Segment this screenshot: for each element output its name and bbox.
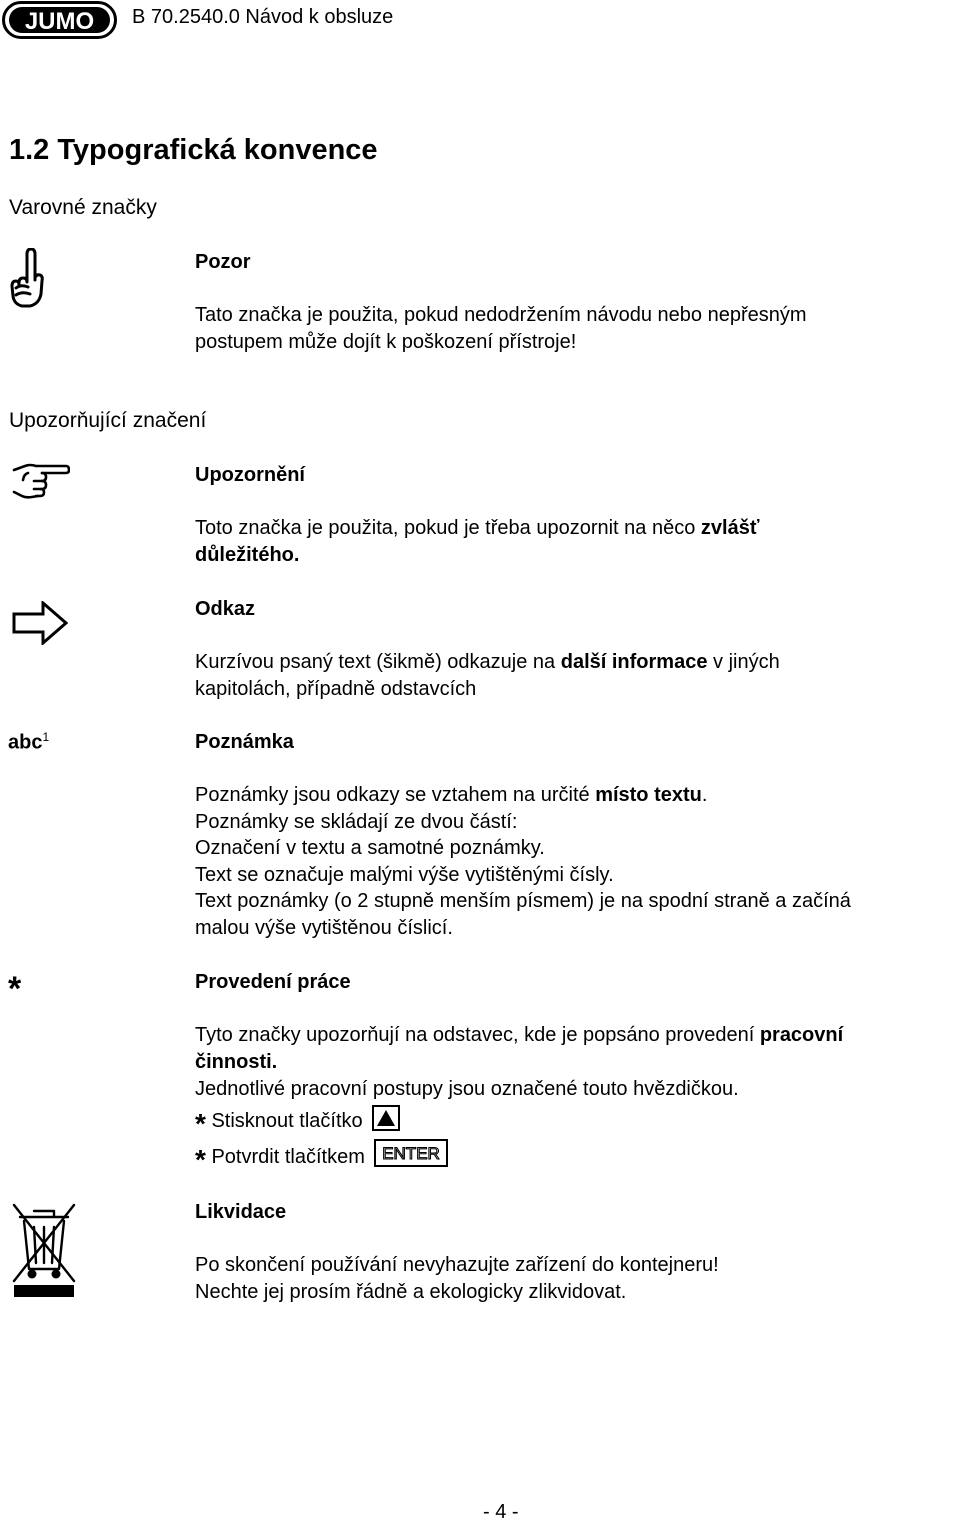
poznamka-text-line2: Poznámky se skládají ze dvou částí:: [195, 811, 518, 833]
warning-signs-subheading: Varovné značky: [9, 196, 157, 219]
jumo-logo: [2, 1, 117, 39]
upozorneni-text-line1: Toto značka je použita, pokud je třeba upozornit na něco zvlášť: [195, 517, 760, 539]
provedeni-text-line3: Jednotlivé pracovní postupy jsou označené touto hvězdičkou.: [195, 1078, 739, 1100]
likvidace-text-line2: Nechte jej prosím řádně a ekologicky zlikvidovat.: [195, 1281, 627, 1303]
logo-text: JUMO: [24, 8, 95, 35]
enter-key-icon: [374, 1139, 448, 1178]
document-title: B 70.2540.0 Návod k obsluze: [132, 6, 394, 28]
hand-warning-icon: [8, 248, 48, 315]
poznamka-title: Poznámka: [195, 731, 294, 753]
poznamka-text-line3: Označení v textu a samotné poznámky.: [195, 837, 545, 859]
likvidace-title: Likvidace: [195, 1201, 287, 1223]
provedeni-title: Provedení práce: [195, 971, 351, 993]
step-1: [195, 1104, 400, 1142]
pozor-title: Pozor: [195, 251, 251, 273]
odkaz-text-line1: Kurzívou psaný text (šikmě) odkazuje na další informace v jiných: [195, 651, 780, 673]
pozor-text-line1: Tato značka je použita, pokud nedodržením návodu nebo nepřesným: [195, 304, 807, 326]
step-1-text: Stisknout tlačítko: [211, 1110, 363, 1132]
poznamka-text-line6: malou výše vytištěnou číslicí.: [195, 917, 453, 939]
provedeni-text-line2: činnosti.: [195, 1051, 278, 1073]
enter-key-label: ENTER: [382, 1144, 441, 1163]
poznamka-text-line4: Text se označuje malými výše vytištěnými čísly.: [195, 864, 614, 886]
notice-signs-subheading: Upozorňující značení: [9, 409, 207, 432]
pozor-text-line2: postupem může dojít k poškození přístroje!: [195, 331, 577, 353]
step-asterisk-icon: *: [195, 1144, 206, 1175]
step-asterisk-icon: *: [195, 1108, 206, 1139]
odkaz-text-line2: kapitolách, případně odstavcích: [195, 678, 477, 700]
upozorneni-title: Upozornění: [195, 464, 305, 486]
step-2: [195, 1139, 448, 1178]
crossed-bin-icon: [12, 1203, 76, 1304]
footnote-icon: abc$^1$: [8, 730, 50, 754]
provedeni-text-line1: Tyto značky upozorňují na odstavec, kde je popsáno provedení pracovní: [195, 1024, 844, 1046]
section-heading: 1.2 Typografická konvence: [9, 134, 378, 166]
pointing-hand-icon: [12, 462, 70, 505]
poznamka-text-line5: Text poznámky (o 2 stupně menším písmem) je na spodní straně a začíná: [195, 890, 851, 912]
odkaz-title: Odkaz: [195, 598, 256, 620]
page-number: - 4 -: [483, 1501, 519, 1523]
asterisk-icon: *: [8, 970, 22, 1008]
arrow-right-icon: [12, 601, 68, 650]
poznamka-text-line1: Poznámky jsou odkazy se vztahem na určité místo textu.: [195, 784, 708, 806]
likvidace-text-line1: Po skončení používání nevyhazujte zařízení do kontejneru!: [195, 1254, 719, 1276]
step-2-text: Potvrdit tlačítkem: [211, 1146, 365, 1168]
upozorneni-text-line2: důležitého.: [195, 544, 300, 566]
up-triangle-key-icon: [372, 1105, 400, 1142]
